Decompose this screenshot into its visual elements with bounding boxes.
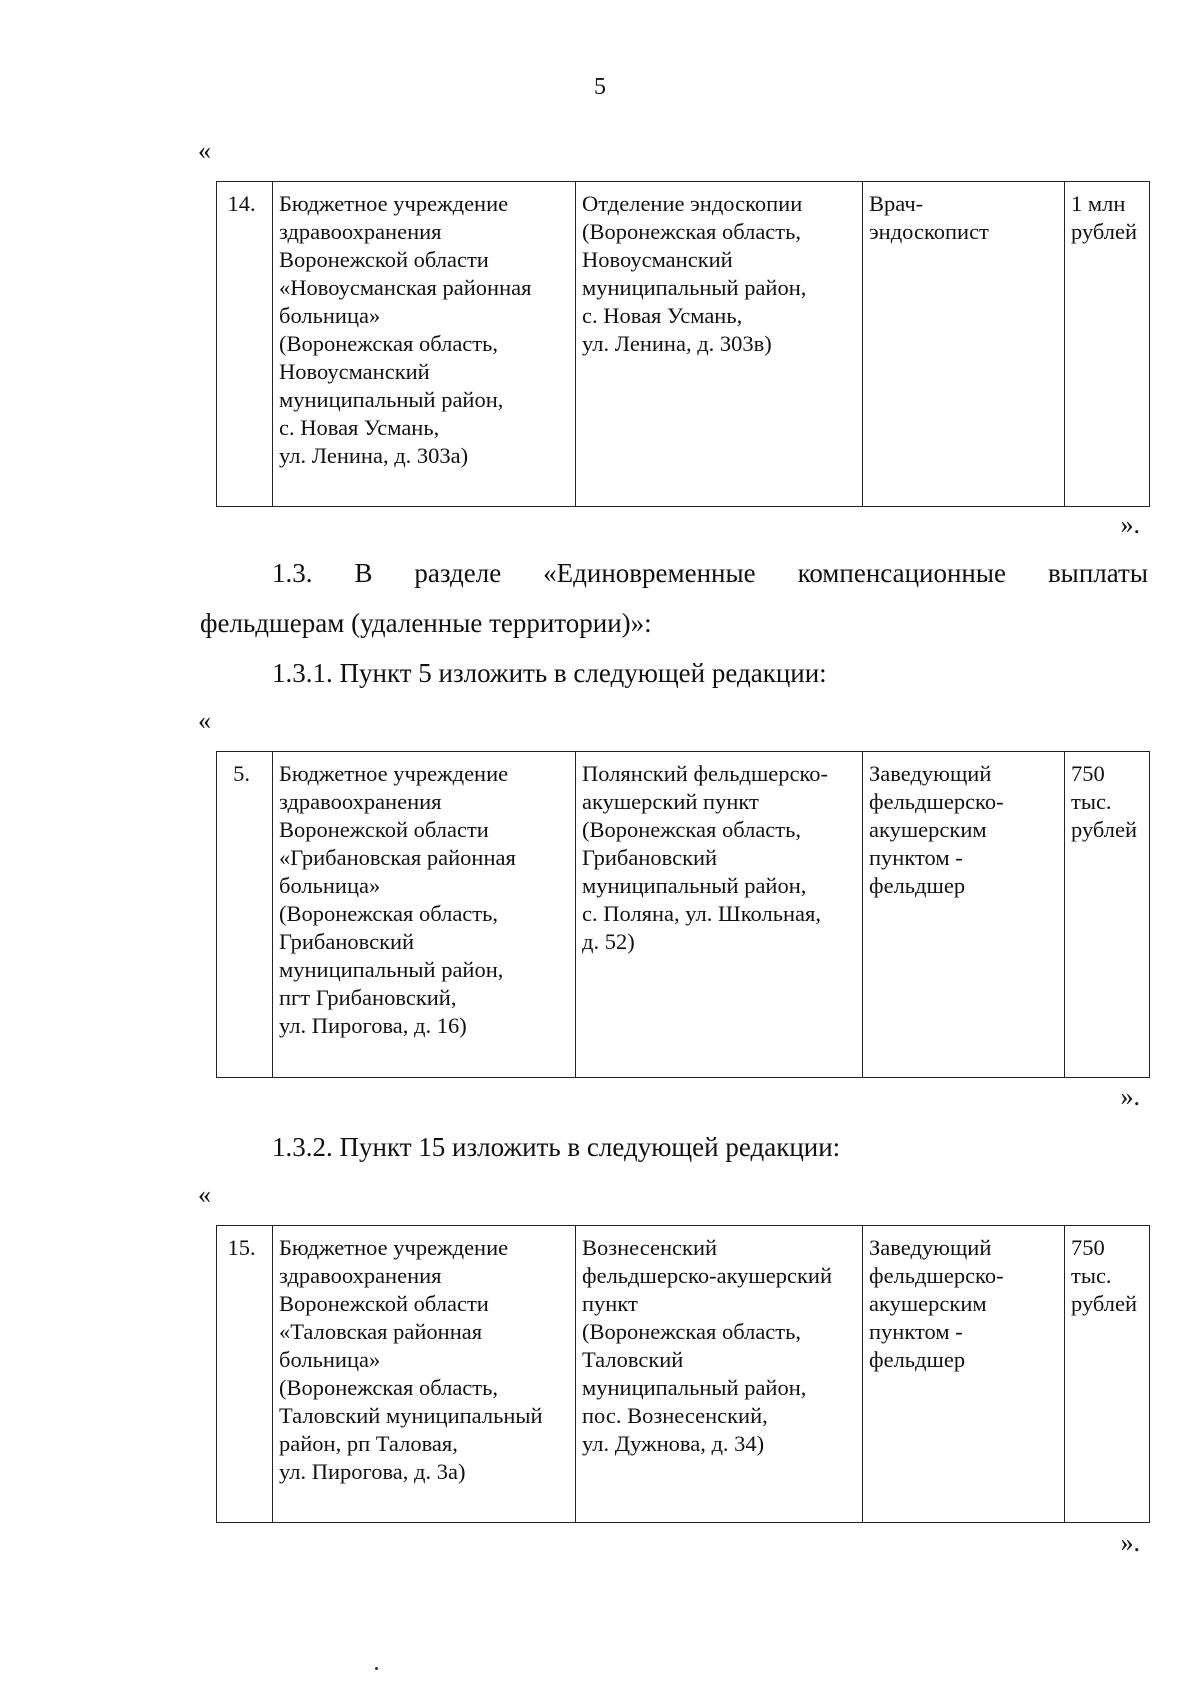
table-row xyxy=(217,1226,1150,1523)
table-item-14 xyxy=(216,181,1150,507)
amount-cell: 750 тыс. рублей xyxy=(1065,1226,1150,1523)
quote-open-3: « xyxy=(198,1180,211,1209)
word: выплаты xyxy=(1047,558,1148,588)
section-1-3-1: 1.3.1. Пункт 5 изложить в следующей редакции: xyxy=(272,658,827,688)
section-1-3-2: 1.3.2. Пункт 15 изложить в следующей редакции: xyxy=(272,1132,841,1162)
table-item-15 xyxy=(216,1225,1150,1523)
quote-open-2: « xyxy=(198,706,211,735)
scan-dot xyxy=(375,1667,378,1670)
position-cell: Врач- эндоскопист xyxy=(863,182,1065,507)
table-row xyxy=(217,752,1150,1078)
institution-cell: Бюджетное учреждение здравоохранения Воронежской области «Таловская районная больница» (Воронежская область, Таловский муниципальный район, рп Таловая, ул. Пирогова, д. 3а) xyxy=(273,1226,576,1523)
position-cell: Заведующий фельдшерско- акушерским пунктом - фельдшер xyxy=(863,1226,1065,1523)
amount-cell: 1 млн рублей xyxy=(1065,182,1150,507)
institution-cell: Бюджетное учреждение здравоохранения Воронежской области «Грибановская районная больница» (Воронежская область, Грибановский муниципальный район, пгт Грибановский, ул. Пирогова, д. 16) xyxy=(273,752,576,1078)
word: 1.3. xyxy=(272,558,313,588)
section-1-3-line2: фельдшерам (удаленные территории)»: xyxy=(200,608,652,638)
institution-cell: Бюджетное учреждение здравоохранения Воронежской области «Новоусманская районная больница» (Воронежская область, Новоусманский муниципальный район, с. Новая Усмань, ул. Ленина, д. 303а) xyxy=(273,182,576,507)
amount-cell: 750 тыс. рублей xyxy=(1065,752,1150,1078)
table-row xyxy=(217,182,1150,507)
unit-cell: Отделение эндоскопии (Воронежская область, Новоусманский муниципальный район, с. Новая Усмань, ул. Ленина, д. 303в) xyxy=(576,182,863,507)
table-item-5 xyxy=(216,751,1150,1078)
word: разделе xyxy=(414,558,502,588)
word: В xyxy=(354,558,373,588)
item-number: 15. xyxy=(217,1226,273,1523)
page-number: 5 xyxy=(594,74,606,100)
quote-open-1: « xyxy=(198,136,211,165)
quote-close-3: ». xyxy=(1120,1528,1140,1557)
word: компенсационные xyxy=(797,558,1006,588)
quote-close-1: ». xyxy=(1120,510,1140,539)
unit-cell: Вознесенский фельдшерско-акушерский пункт (Воронежская область, Таловский муниципальный район, пос. Вознесенский, ул. Дужнова, д. 34) xyxy=(576,1226,863,1523)
position-cell: Заведующий фельдшерско- акушерским пунктом - фельдшер xyxy=(863,752,1065,1078)
unit-cell: Полянский фельдшерско- акушерский пункт (Воронежская область, Грибановский муниципальный район, с. Поляна, ул. Школьная, д. 52) xyxy=(576,752,863,1078)
item-number: 5. xyxy=(217,752,273,1078)
item-number: 14. xyxy=(217,182,273,507)
section-1-3-heading xyxy=(272,556,1148,590)
word: «Единовременные xyxy=(543,558,756,588)
quote-close-2: ». xyxy=(1120,1082,1140,1111)
